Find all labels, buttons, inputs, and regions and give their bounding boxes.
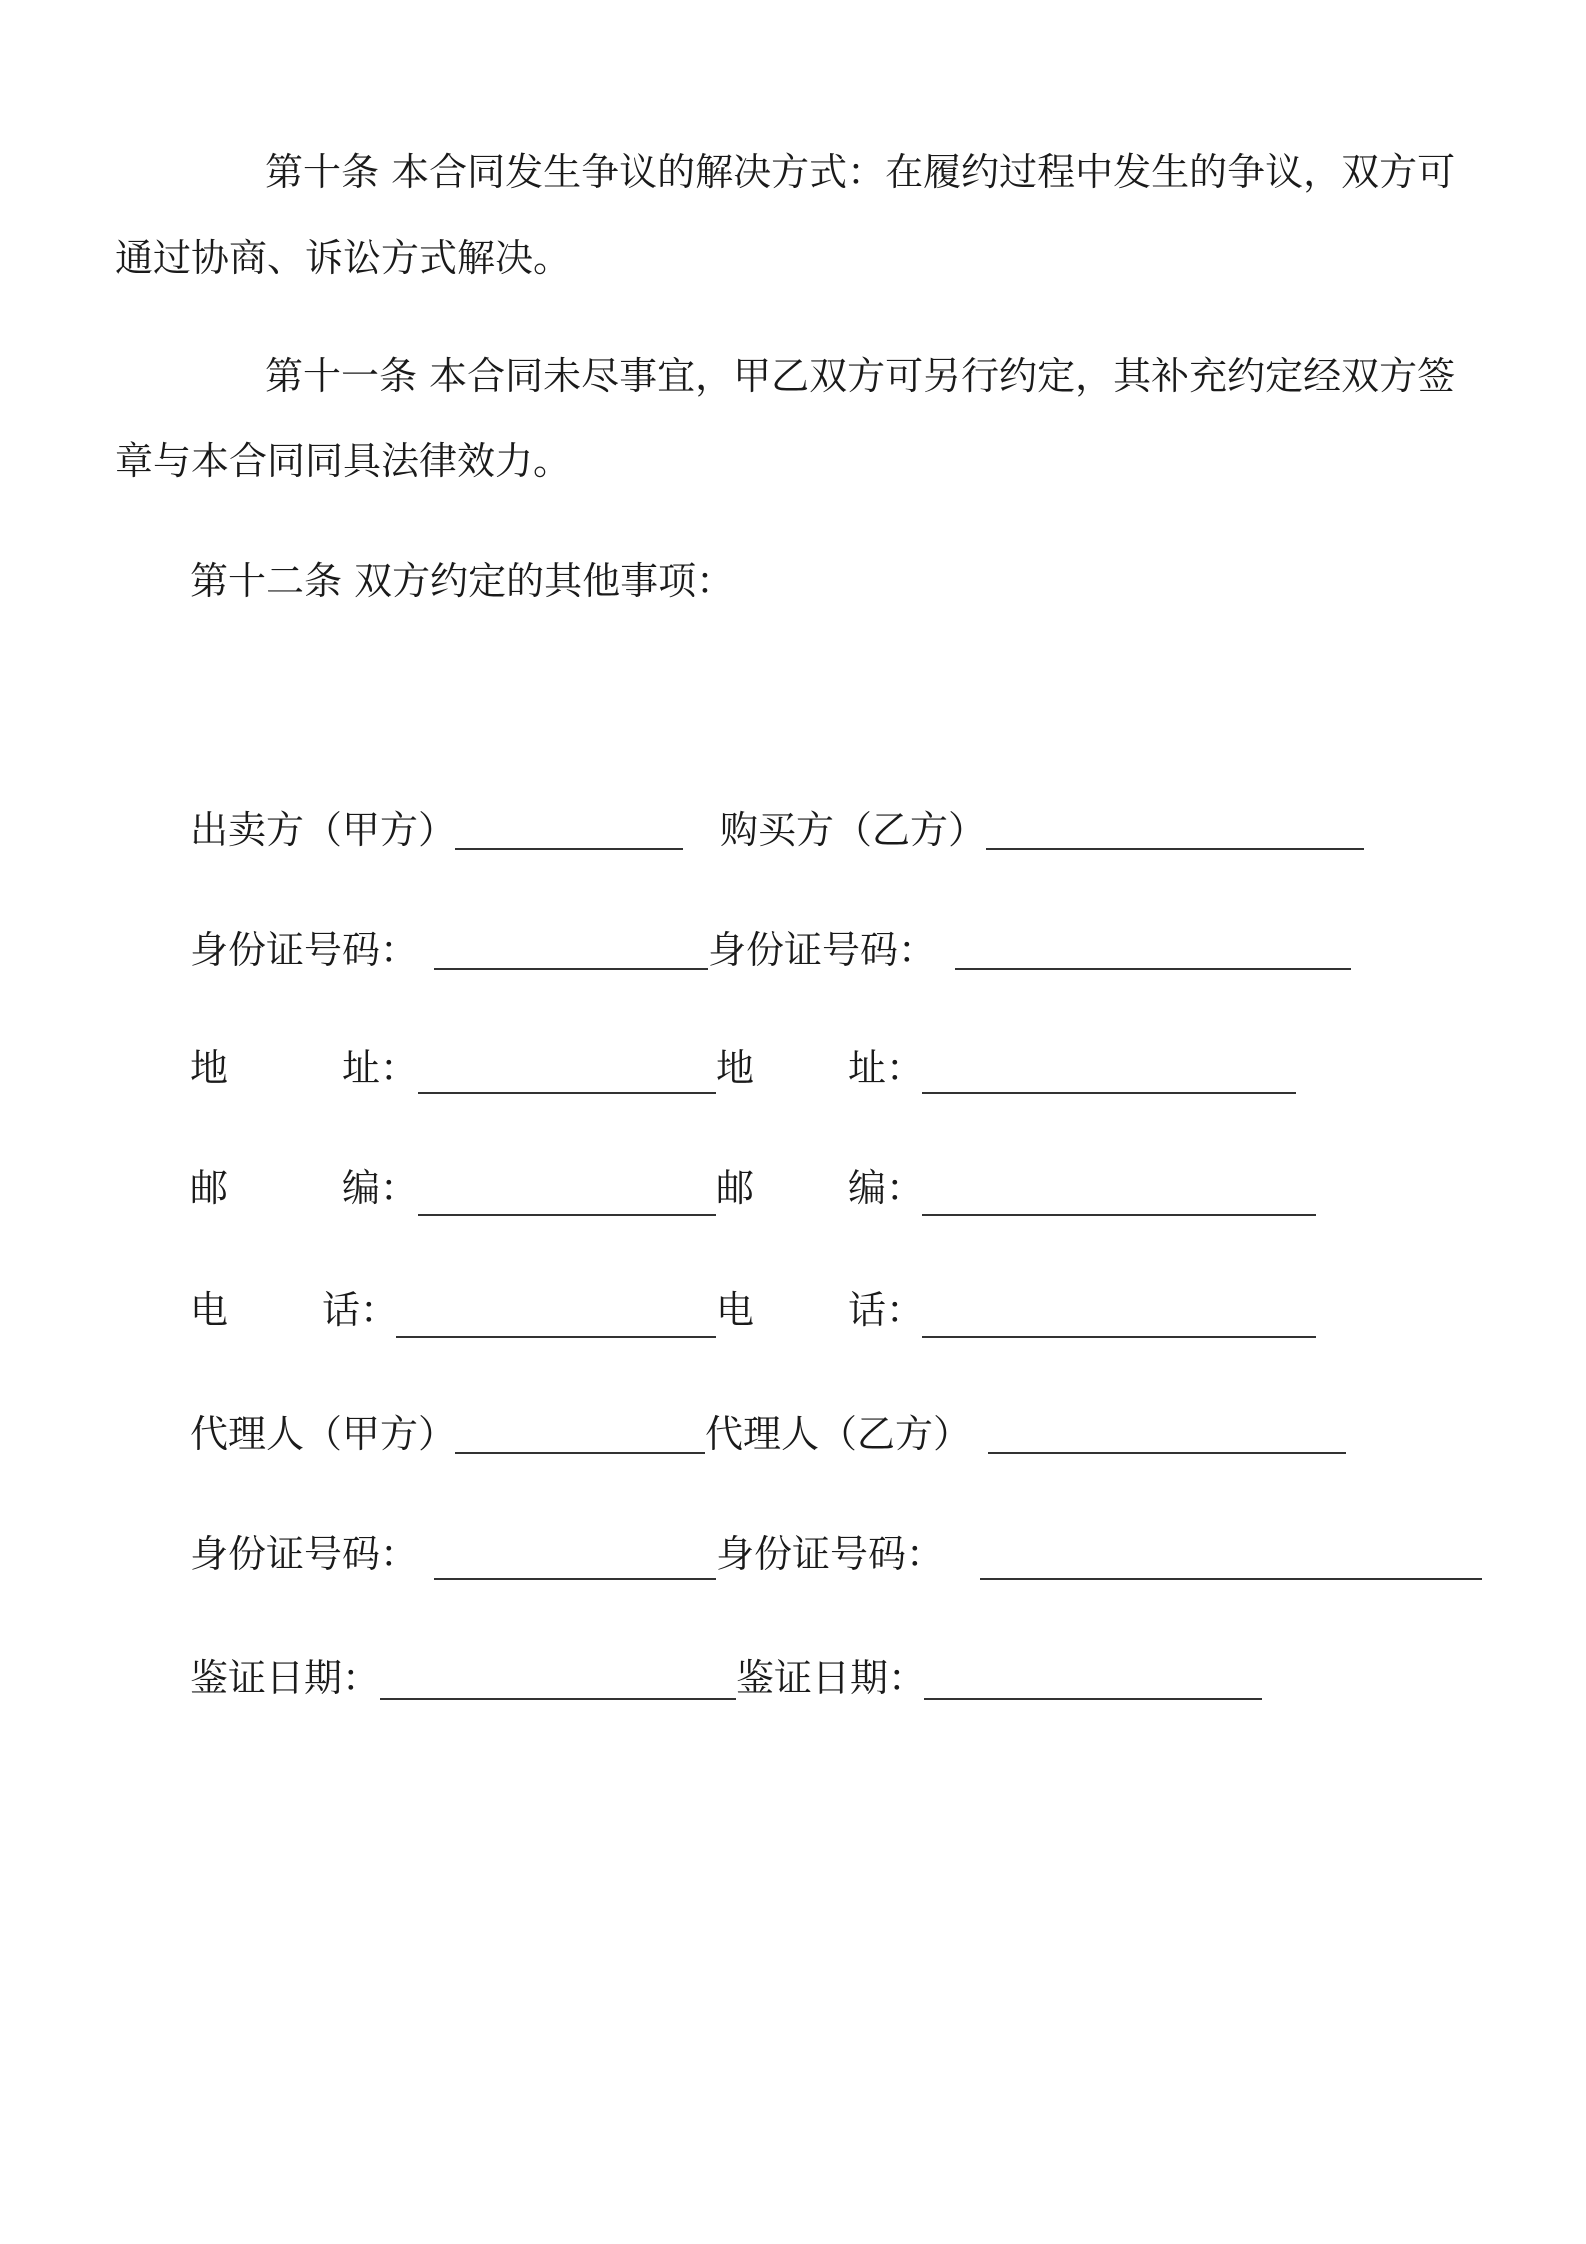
agent-seller-id-label: 身份证号码： (190, 1532, 419, 1576)
seller-phone-label-char2: 话： (322, 1288, 399, 1332)
buyer-signature-blank[interactable] (986, 848, 1364, 850)
agent-seller-id-blank[interactable] (434, 1578, 716, 1580)
buyer-postcode-label-char2: 编： (848, 1166, 925, 1210)
buyer-id-label: 身份证号码： (708, 928, 937, 972)
buyer-address-blank[interactable] (922, 1092, 1296, 1094)
buyer-phone-label-char2: 话： (848, 1288, 925, 1332)
seller-postcode-blank[interactable] (418, 1214, 716, 1216)
seller-postcode-label-char1: 邮 (190, 1166, 229, 1210)
seller-address-label-char1: 地 (190, 1046, 229, 1090)
buyer-phone-blank[interactable] (922, 1336, 1316, 1338)
seller-postcode-label-char2: 编： (342, 1166, 419, 1210)
seller-address-label-char2: 址： (342, 1046, 419, 1090)
agent-buyer-label: 代理人（乙方） (705, 1412, 972, 1456)
seller-label: 出卖方（甲方） (190, 808, 457, 852)
article-11-line-2: 章与本合同同具法律效力。 (115, 439, 572, 483)
buyer-label: 购买方（乙方） (720, 808, 987, 852)
agent-buyer-blank[interactable] (988, 1452, 1346, 1454)
date-right-label: 鉴证日期： (736, 1656, 927, 1700)
buyer-id-blank[interactable] (955, 968, 1351, 970)
buyer-postcode-blank[interactable] (922, 1214, 1316, 1216)
seller-address-blank[interactable] (418, 1092, 716, 1094)
article-10-line-1: 第十条 本合同发生争议的解决方式：在履约过程中发生的争议，双方可 (265, 150, 1456, 194)
article-10-line-2: 通过协商、诉讼方式解决。 (115, 236, 572, 280)
agent-buyer-id-blank[interactable] (980, 1578, 1482, 1580)
date-right-blank[interactable] (924, 1698, 1262, 1700)
article-11-line-1: 第十一条 本合同未尽事宜，甲乙双方可另行约定，其补充约定经双方签 (265, 354, 1456, 398)
buyer-address-label-char1: 地 (716, 1046, 755, 1090)
seller-id-label: 身份证号码： (190, 928, 419, 972)
buyer-address-label-char2: 址： (848, 1046, 925, 1090)
agent-buyer-id-label: 身份证号码： (716, 1532, 945, 1576)
seller-id-blank[interactable] (434, 968, 708, 970)
seller-phone-label-char1: 电 (190, 1288, 229, 1332)
article-12: 第十二条 双方约定的其他事项： (190, 559, 735, 603)
buyer-phone-label-char1: 电 (716, 1288, 755, 1332)
date-left-blank[interactable] (380, 1698, 736, 1700)
date-left-label: 鉴证日期： (190, 1656, 381, 1700)
agent-seller-label: 代理人（甲方） (190, 1412, 457, 1456)
seller-phone-blank[interactable] (396, 1336, 716, 1338)
seller-signature-blank[interactable] (455, 848, 683, 850)
agent-seller-blank[interactable] (455, 1452, 705, 1454)
buyer-postcode-label-char1: 邮 (716, 1166, 755, 1210)
